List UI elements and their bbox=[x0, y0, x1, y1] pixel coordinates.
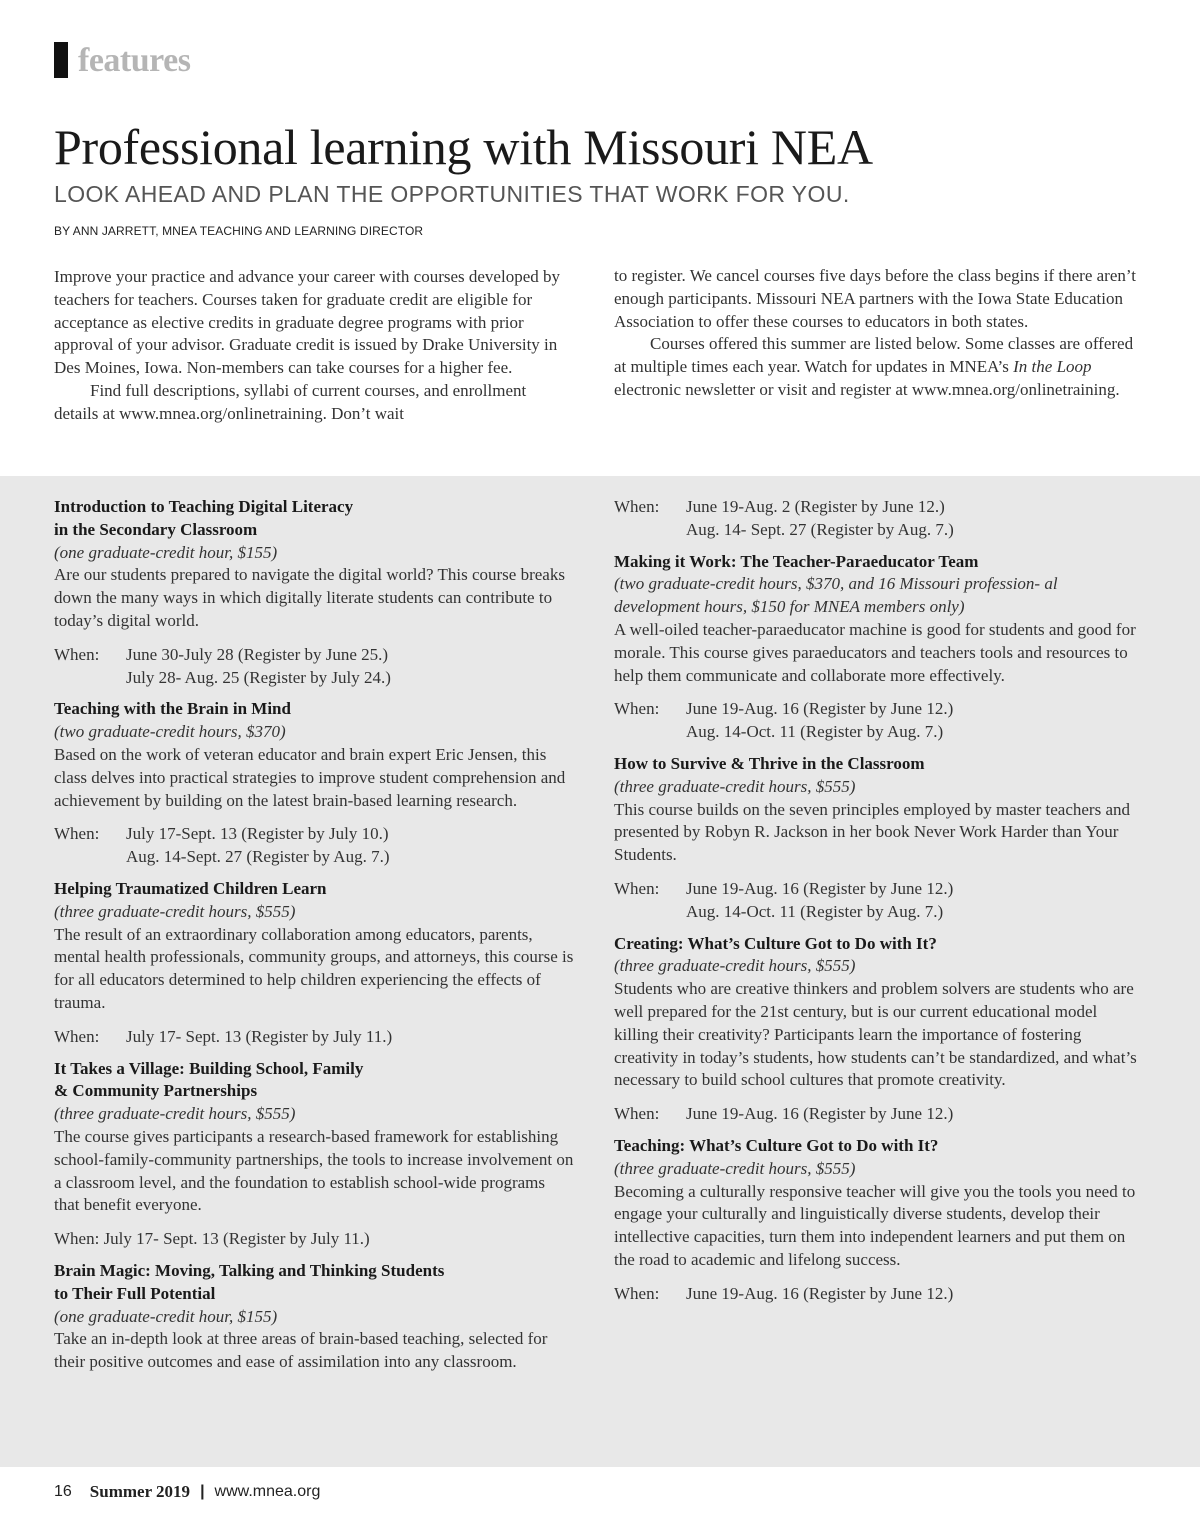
session-dates: June 19-Aug. 16 (Register by June 12.) bbox=[686, 1104, 954, 1124]
page-subtitle: LOOK AHEAD AND PLAN THE OPPORTUNITIES THAT WORK FOR YOU. bbox=[54, 181, 850, 207]
intro-text: electronic newsletter or visit and register at www.mnea.org/onlinetraining. bbox=[614, 379, 1120, 399]
session-dates: Aug. 14-Oct. 11 (Register by Aug. 7.) bbox=[686, 901, 944, 921]
session-dates: Aug. 14-Sept. 27 (Register by Aug. 7.) bbox=[126, 847, 390, 867]
course-schedule bbox=[54, 823, 574, 869]
when-label: When: bbox=[614, 878, 660, 898]
page-number: 16 bbox=[54, 1483, 72, 1500]
course-schedule: When: July 17- Sept. 13 (Register by July 11.) bbox=[54, 1229, 370, 1249]
course-entry bbox=[614, 1135, 1144, 1306]
course-title: It Takes a Village: Building School, Family bbox=[54, 1058, 364, 1078]
course-title: Introduction to Teaching Digital Literacy bbox=[54, 497, 354, 516]
course-entry bbox=[614, 551, 1144, 744]
session-dates: July 28- Aug. 25 (Register by July 24.) bbox=[126, 667, 391, 687]
session-dates: July 17-Sept. 13 (Register by July 10.) bbox=[126, 824, 389, 844]
course-credit: (two graduate-credit hours, $370) bbox=[54, 722, 286, 742]
section-label: features bbox=[78, 42, 191, 79]
course-entry bbox=[614, 933, 1144, 1126]
course-description: The course gives participants a research-based framework for establishing school-family-community partnerships, the tools to increase involvement on a classroom level, and the foundation to establish school-wide programs that benefit everyone. bbox=[54, 1126, 574, 1215]
course-description: A well-oiled teacher-paraeducator machine is good for students and good for morale. This course gives paraeducators and teachers tools and resources to help them communicate and collaborate more effectively. bbox=[614, 619, 1136, 685]
course-schedule bbox=[614, 496, 1144, 542]
course-schedule bbox=[614, 1283, 1144, 1306]
course-title: Helping Traumatized Children Learn bbox=[54, 878, 327, 898]
session-dates: June 19-Aug. 2 (Register by June 12.) bbox=[686, 497, 945, 516]
byline: BY ANN JARRETT, MNEA TEACHING AND LEARNING DIRECTOR bbox=[54, 224, 424, 238]
session-dates: June 19-Aug. 16 (Register by June 12.) bbox=[686, 878, 954, 898]
course-description: Based on the work of veteran educator and brain expert Eric Jensen, this class delves into practical strategies to improve student comprehension and achievement by building on the latest brain-based learning research. bbox=[54, 744, 566, 810]
course-title: Brain Magic: Moving, Talking and Thinking Students bbox=[54, 1260, 445, 1280]
course-entry bbox=[614, 753, 1144, 924]
when-label: When: bbox=[614, 1104, 660, 1124]
session-dates: June 19-Aug. 16 (Register by June 12.) bbox=[686, 1283, 954, 1303]
session-dates: July 17- Sept. 13 (Register by July 11.) bbox=[126, 1026, 393, 1046]
course-credit: (one graduate-credit hour, $155) bbox=[54, 1306, 278, 1326]
footer-separator: | bbox=[200, 1483, 205, 1500]
intro-right-column bbox=[614, 265, 1144, 402]
footer-website: www.mnea.org bbox=[214, 1483, 321, 1500]
intro-paragraph: Find full descriptions, syllabi of current courses, and enrollment details at www.mnea.org/onlinetraining. Don’t wait bbox=[54, 380, 527, 423]
intro-text: Courses offered this summer are listed below. Some classes are offered at multiple times each year. Watch for updates in MNEA’s bbox=[614, 334, 1134, 377]
course-title: & Community Partnerships bbox=[54, 1081, 258, 1101]
when-label: When: bbox=[614, 699, 660, 719]
course-schedule bbox=[54, 644, 574, 690]
course-description: Take an in-depth look at three areas of brain-based teaching, selected for their positive outcomes and ease of assimilation into any classroom. bbox=[54, 1329, 548, 1372]
course-description: Are our students prepared to navigate the digital world? This course breaks down the many ways in which digitally literate students can contribute to today’s digital world. bbox=[54, 565, 565, 630]
session-dates: Aug. 14- Sept. 27 (Register by Aug. 7.) bbox=[686, 519, 954, 539]
when-label: When: bbox=[54, 644, 100, 664]
when-label: When: bbox=[614, 497, 660, 516]
courses-left-column bbox=[54, 496, 574, 1385]
course-entry bbox=[54, 878, 574, 1049]
course-entry bbox=[54, 1260, 574, 1374]
section-tag bbox=[54, 38, 190, 78]
course-title: in the Secondary Classroom bbox=[54, 519, 258, 539]
session-dates: June 30-July 28 (Register by June 25.) bbox=[126, 644, 389, 664]
course-title: to Their Full Potential bbox=[54, 1283, 216, 1303]
intro-left-column bbox=[54, 266, 574, 426]
intro-paragraph: Improve your practice and advance your career with courses developed by teachers for teachers. Courses taken for graduate credit are eligible for acceptance as elective credits in graduate degree programs with prior approval of your advisor. Graduate credit is issued by Drake University in Des Moines, Iowa. Non-members can take courses for a higher fee. bbox=[54, 267, 560, 378]
page-footer bbox=[54, 1482, 320, 1502]
course-title: Teaching with the Brain in Mind bbox=[54, 699, 291, 719]
course-credit: (three graduate-credit hours, $555) bbox=[614, 1158, 856, 1178]
page-title: Professional learning with Missouri NEA bbox=[54, 119, 873, 175]
course-schedule bbox=[614, 698, 1144, 744]
course-schedule bbox=[54, 1026, 574, 1049]
course-entry bbox=[54, 1058, 574, 1251]
course-credit: (three graduate-credit hours, $555) bbox=[54, 1104, 296, 1124]
issue-label: Summer 2019 bbox=[89, 1482, 191, 1501]
course-description: The result of an extraordinary collaboration among educators, parents, mental health professionals, community groups, and attorneys, this course is for all educators determined to help children experiencing the effects of trauma. bbox=[54, 924, 574, 1012]
course-credit: (three graduate-credit hours, $555) bbox=[54, 901, 296, 921]
when-label: When: bbox=[54, 1026, 100, 1046]
course-credit: (three graduate-credit hours, $555) bbox=[614, 956, 856, 976]
session-dates: Aug. 14-Oct. 11 (Register by Aug. 7.) bbox=[686, 722, 944, 742]
newsletter-name: In the Loop bbox=[1013, 357, 1092, 377]
course-schedule bbox=[614, 1103, 1144, 1126]
intro-paragraph: to register. We cancel courses five days before the class begins if there aren’t enough participants. Missouri NEA partners with the Iowa State Education Association to offer these courses to educators in both states. bbox=[614, 266, 1136, 331]
course-credit: (one graduate-credit hour, $155) bbox=[54, 542, 278, 562]
course-schedule bbox=[614, 878, 1144, 924]
course-entry bbox=[54, 496, 574, 689]
course-credit: (three graduate-credit hours, $555) bbox=[614, 776, 856, 796]
session-dates: June 19-Aug. 16 (Register by June 12.) bbox=[686, 699, 954, 719]
intro-paragraph bbox=[614, 333, 1144, 401]
course-description: This course builds on the seven principles employed by master teachers and presented by Robyn R. Jackson in her book Never Work Harder than Your Students. bbox=[614, 799, 1130, 865]
course-entry bbox=[54, 698, 574, 869]
course-title: Making it Work: The Teacher-Paraeducator Team bbox=[614, 551, 979, 571]
courses-right-column bbox=[614, 496, 1144, 1315]
course-title: Teaching: What’s Culture Got to Do with It? bbox=[614, 1135, 939, 1155]
course-description: Students who are creative thinkers and problem solvers are students who are well prepared for the 21st century, but is our current educational model killing their creativity? Participants learn the importance of fostering creativity in today’s students, how students can’t be standardized, and what’s necessary to build school cultures that promote creativity. bbox=[614, 979, 1137, 1090]
when-label: When: bbox=[54, 824, 100, 844]
course-title: How to Survive & Thrive in the Classroom bbox=[614, 753, 925, 773]
course-title: Creating: What’s Culture Got to Do with It? bbox=[614, 933, 937, 953]
when-label: When: bbox=[614, 1283, 660, 1303]
course-credit: (two graduate-credit hours, $370, and 16 Missouri profession- al development hours, $150 for MNEA members only) bbox=[614, 574, 1058, 617]
course-description: Becoming a culturally responsive teacher will give you the tools you need to engage your culturally and linguistically diverse students, develop their intellective capacities, turn them into independent learners and put them on the road to academic and lifelong success. bbox=[614, 1181, 1136, 1269]
section-bar bbox=[54, 42, 68, 78]
